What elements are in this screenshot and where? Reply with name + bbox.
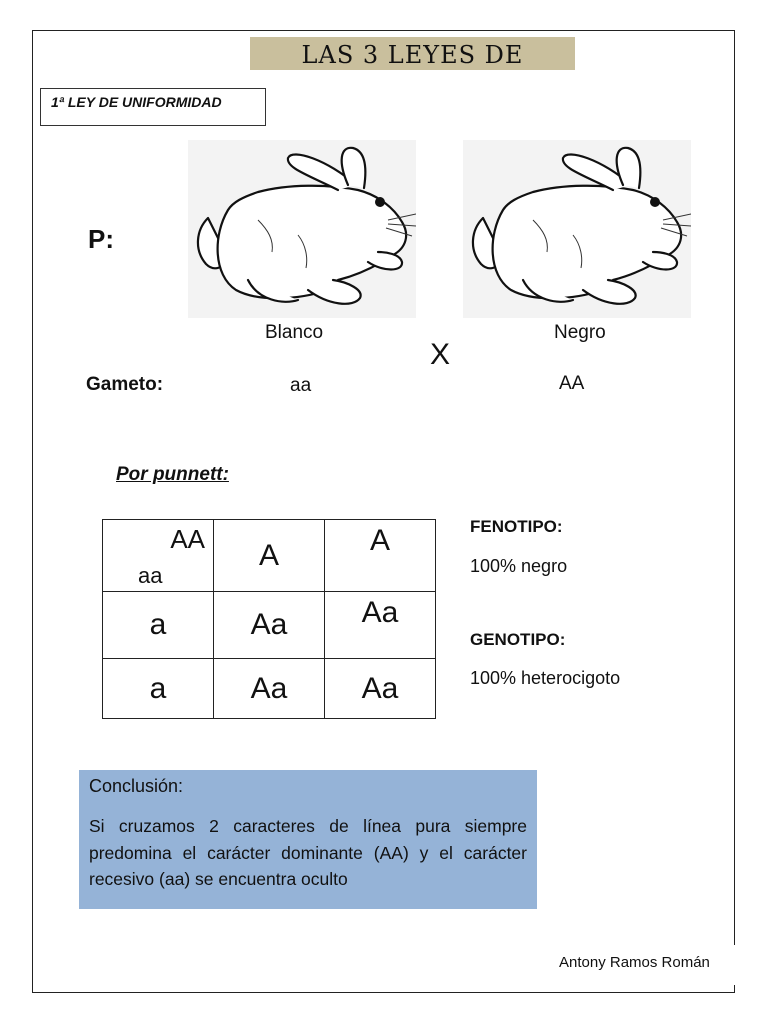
gamete-label: Gameto: bbox=[86, 374, 164, 395]
punnett-row-header-label: a bbox=[149, 608, 167, 641]
black-rabbit-image bbox=[463, 140, 691, 318]
parental-label: P: bbox=[88, 224, 114, 254]
punnett-square bbox=[102, 519, 436, 719]
phenotype-value: 100% negro bbox=[470, 556, 568, 576]
punnett-cell-value: Aa bbox=[250, 671, 288, 705]
right-gamete: AA bbox=[559, 373, 585, 394]
punnett-row-header bbox=[103, 592, 214, 659]
punnett-row-header-label: a bbox=[149, 671, 167, 705]
page-title: LAS 3 LEYES DE bbox=[250, 37, 575, 70]
right-parent-color: Negro bbox=[554, 322, 606, 343]
white-rabbit-image bbox=[188, 140, 416, 318]
punnett-col-header bbox=[214, 520, 325, 592]
punnett-corner-cell bbox=[103, 520, 214, 592]
border-gap bbox=[722, 945, 742, 985]
law-title-box: 1ª LEY DE UNIFORMIDAD bbox=[40, 88, 266, 126]
punnett-cell-value: Aa bbox=[361, 596, 399, 629]
punnett-col-header bbox=[325, 520, 436, 592]
phenotype-label: FENOTIPO: bbox=[470, 517, 563, 536]
punnett-cell-value: Aa bbox=[250, 608, 288, 641]
conclusion-box bbox=[79, 770, 537, 909]
corner-bottom-genotype: aa bbox=[138, 563, 163, 588]
genotype-value: 100% heterocigoto bbox=[470, 668, 621, 688]
conclusion-text: Si cruzamos 2 caracteres de línea pura siempre predomina el carácter dominante (AA) y el carácter recesivo (aa) se encuentra oculto bbox=[89, 816, 527, 889]
punnett-cell bbox=[214, 592, 325, 659]
punnett-row-header bbox=[103, 659, 214, 719]
punnett-heading: Por punnett: bbox=[116, 464, 229, 485]
punnett-cell bbox=[325, 592, 436, 659]
punnett-cell-value: Aa bbox=[361, 671, 399, 705]
genotype-label: GENOTIPO: bbox=[470, 630, 566, 649]
author-name: Antony Ramos Román bbox=[559, 954, 722, 971]
punnett-cell bbox=[214, 659, 325, 719]
punnett-col-header-label: A bbox=[258, 538, 279, 572]
conclusion-title: Conclusión: bbox=[89, 776, 184, 796]
punnett-col-header-label: A bbox=[369, 524, 390, 557]
cross-symbol: X bbox=[430, 338, 451, 371]
corner-top-genotype: AA bbox=[170, 524, 205, 554]
punnett-cell bbox=[325, 659, 436, 719]
left-gamete: aa bbox=[290, 375, 312, 396]
left-parent-color: Blanco bbox=[265, 322, 324, 343]
